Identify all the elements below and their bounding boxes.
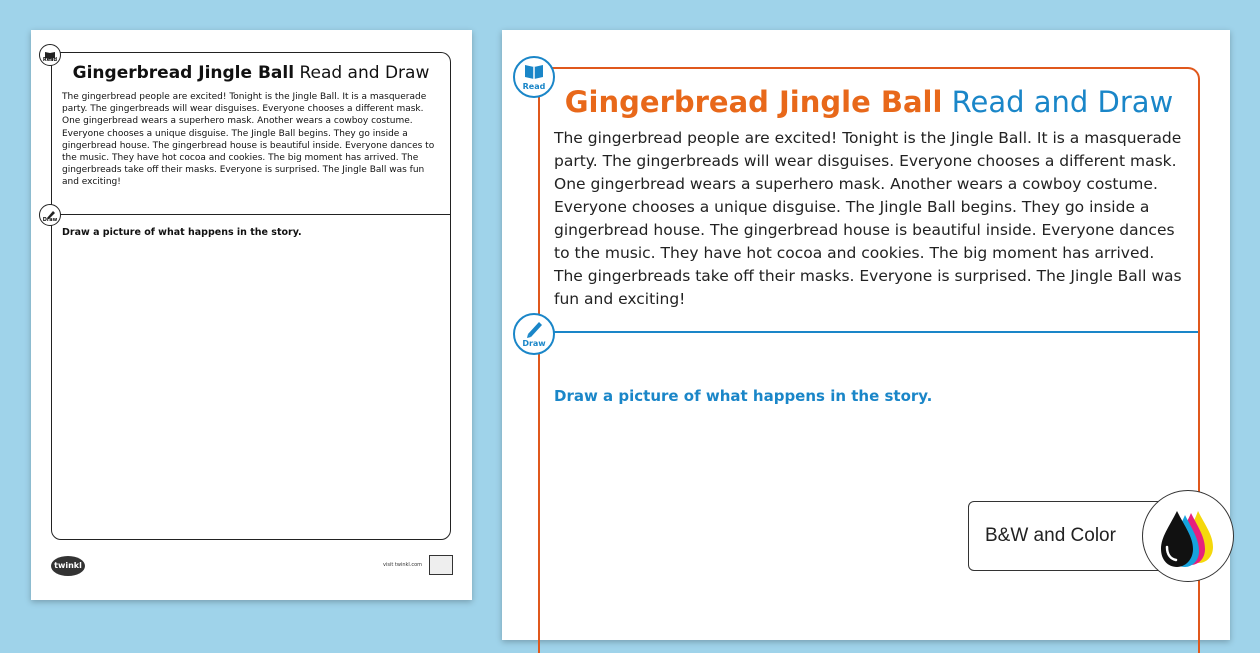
bw-footer-badge [429, 555, 453, 575]
book-icon [515, 58, 553, 82]
bw-read-badge [39, 44, 61, 66]
bw-read-label: Read [42, 57, 58, 63]
bw-read-section [51, 52, 451, 215]
color-read-label: Read [522, 82, 546, 91]
bw-page-title: Gingerbread Jingle Ball Read and Draw [72, 63, 430, 83]
bw-draw-badge [39, 204, 61, 226]
bw-draw-section [51, 214, 451, 540]
bw-footer-url: visit twinkl.com [383, 562, 423, 568]
ink-drops-badge [1142, 490, 1234, 582]
color-read-badge [513, 56, 555, 98]
color-draw-label: Draw [522, 339, 546, 348]
pencil-icon [515, 315, 553, 339]
tag-label: B&W and Color [985, 525, 1116, 546]
bw-draw-label: Draw [42, 217, 58, 223]
ink-drops-icon [1143, 491, 1233, 581]
color-story-text: The gingerbread people are excited! Tonight is the Jingle Ball. It is a masquerade party. The gingerbreads will wear disguises. Everyone chooses a different mask. One gingerbread wears a superhero mask. Another wears a cowboy costume. Everyone chooses a unique disguise. The Jingle Ball begins. They go inside a gingerbread house. The gingerbread house is beautiful inside. Everyone dances to the music. They have hot cocoa and cookies. The big moment has arrived. The gingerbreads take off their masks. Everyone is surprised. The Jingle Ball was fun and exciting! [554, 129, 1182, 308]
bw-draw-prompt: Draw a picture of what happens in the story. [62, 227, 302, 238]
bw-worksheet-preview[interactable] [31, 30, 472, 600]
color-page-title: Gingerbread Jingle Ball Read and Draw [564, 85, 1174, 119]
color-read-section [538, 67, 1200, 335]
twinkl-logo: twinkl [51, 556, 85, 576]
bw-story-text: The gingerbread people are excited! Tonight is the Jingle Ball. It is a masquerade party. The gingerbreads will wear disguises. Everyone chooses a different mask. One gingerbread wears a superhero mask. Another wears a cowboy costume. Everyone chooses a unique disguise. The Jingle Ball begins. They go inside a gingerbread house. The gingerbread house is beautiful inside. Everyone dances to the music. They have hot cocoa and cookies. The big moment has arrived. The gingerbreads take off their masks. Everyone is surprised. The Jingle Ball was fun and exciting! [62, 92, 435, 188]
color-draw-section [538, 333, 1200, 653]
color-draw-badge [513, 313, 555, 355]
color-draw-prompt: Draw a picture of what happens in the story. [554, 387, 933, 405]
